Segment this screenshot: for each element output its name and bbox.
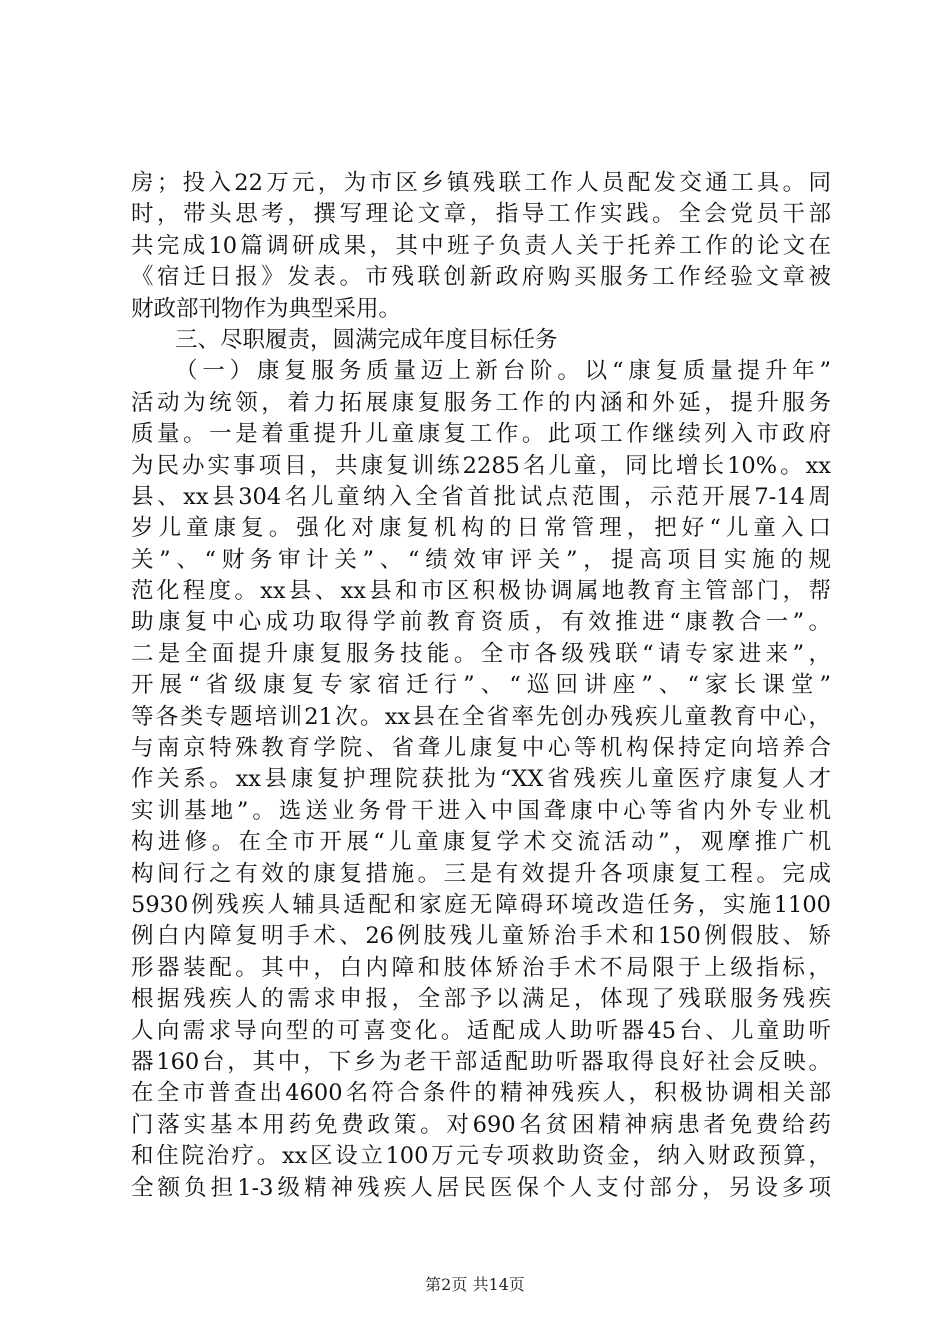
text-line: 开展“省级康复专家宿迁行”、“巡回讲座”、“家长课堂” xyxy=(131,672,831,699)
text-line: 县、xx县304名儿童纳入全省首批试点范围，示范开展7-14周 xyxy=(131,483,831,510)
text-line: 《宿迁日报》发表。市残联创新政府购买服务工作经验文章被 xyxy=(131,264,831,291)
text-line: 二是全面提升康复服务技能。全市各级残联“请专家进来”， xyxy=(131,640,831,667)
text-line: 共完成10篇调研成果，其中班子负责人关于托养工作的论文在 xyxy=(131,232,831,259)
document-body xyxy=(131,168,831,1204)
text-line: 在全市普查出4600名符合条件的精神残疾人，积极协调相关部 xyxy=(131,1080,831,1107)
text-line: 全额负担1-3级精神残疾人居民医保个人支付部分，另设多项 xyxy=(131,1174,831,1201)
text-line: 等各类专题培训21次。xx县在全省率先创办残疾儿童教育中心， xyxy=(131,703,831,730)
text-line: 助康复中心成功取得学前教育资质，有效推进“康教合一”。 xyxy=(131,609,831,636)
text-line: 关”、“财务审计关”、“绩效审评关”，提高项目实施的规 xyxy=(131,546,831,573)
section-heading: 三、尽职履责，圆满完成年度目标任务 xyxy=(175,326,558,353)
text-line: 构间行之有效的康复措施。三是有效提升各项康复工程。完成 xyxy=(131,860,831,887)
text-line: 时，带头思考，撰写理论文章，指导工作实践。全会党员干部 xyxy=(131,201,831,228)
text-line: 房；投入22万元，为市区乡镇残联工作人员配发交通工具。同 xyxy=(131,170,831,196)
text-line: 例白内障复明手术、26例肢残儿童矫治手术和150例假肢、矫 xyxy=(131,923,831,950)
text-line: 财政部刊物作为典型采用。 xyxy=(131,295,402,322)
page-footer xyxy=(0,1272,950,1295)
text-line: 范化程度。xx县、xx县和市区积极协调属地教育主管部门，帮 xyxy=(131,578,831,605)
text-line: 构进修。在全市开展“儿童康复学术交流活动”，观摩推广机 xyxy=(131,829,831,856)
text-line: 岁儿童康复。强化对康复机构的日常管理，把好“儿童入口 xyxy=(131,515,831,542)
text-line: 与南京特殊教育学院、省聋儿康复中心等机构保持定向培养合 xyxy=(131,735,831,762)
text-line: 为民办实事项目，共康复训练2285名儿童，同比增长10%。xx xyxy=(131,452,831,479)
text-line: 5930例残疾人辅具适配和家庭无障碍环境改造任务，实施1100 xyxy=(131,891,831,918)
text-line: 作关系。xx县康复护理院获批为“XX省残疾儿童医疗康复人才 xyxy=(131,766,831,793)
page-number-label: 第2页 共14页 xyxy=(425,1275,525,1294)
text-line: 门落实基本用药免费政策。对690名贫困精神病患者免费给药 xyxy=(131,1111,831,1138)
text-line: 和住院治疗。xx区设立100万元专项救助资金，纳入财政预算， xyxy=(131,1143,831,1170)
text-line: 根据残疾人的需求申报，全部予以满足，体现了残联服务残疾 xyxy=(131,986,831,1013)
text-line: （一）康复服务质量迈上新台阶。以“康复质量提升年” xyxy=(175,358,831,385)
text-line: 实训基地”。选送业务骨干进入中国聋康中心等省内外专业机 xyxy=(131,797,831,824)
text-line: 器160台，其中，下乡为老干部适配助听器取得良好社会反映。 xyxy=(131,1048,831,1075)
text-line: 质量。一是着重提升儿童康复工作。此项工作继续列入市政府 xyxy=(131,421,831,448)
text-line: 活动为统领，着力拓展康复服务工作的内涵和外延，提升服务 xyxy=(131,389,831,416)
text-line: 人向需求导向型的可喜变化。适配成人助听器45台、儿童助听 xyxy=(131,1017,831,1044)
text-line: 形器装配。其中，白内障和肢体矫治手术不局限于上级指标， xyxy=(131,954,831,981)
